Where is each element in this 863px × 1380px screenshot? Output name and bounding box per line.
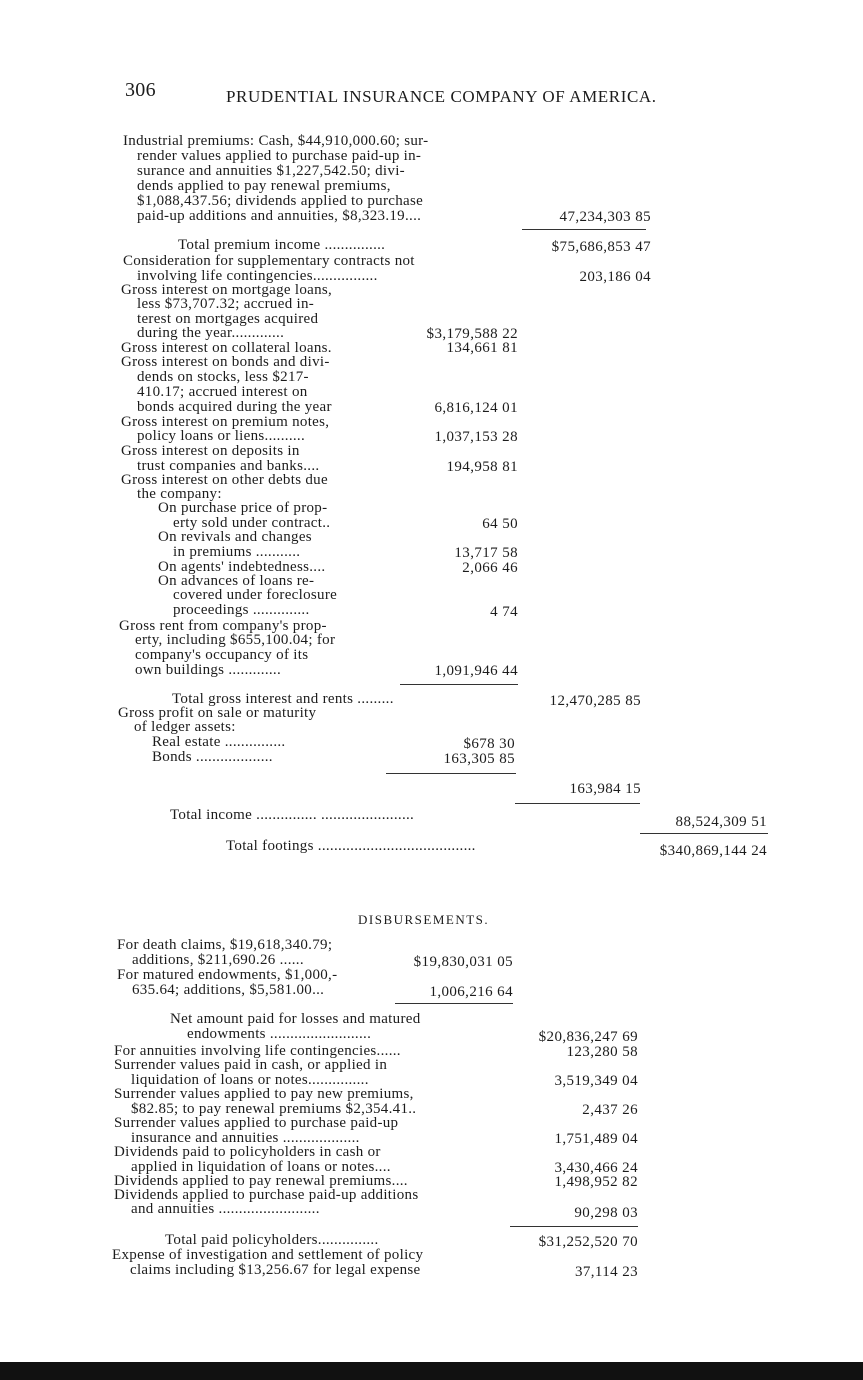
text-line: On revivals and changes [158,529,312,545]
rule [522,229,646,230]
text-line: For annuities involving life contingencies...... [114,1043,401,1059]
text-line: On agents' indebtedness.... [158,559,326,575]
text-line: terest on mortgages acquired [137,311,319,327]
text-line: less $73,707.32; accrued in- [137,296,315,312]
amount: 1,037,153 28 [434,429,518,445]
text-line: $82.85; to pay renewal premiums $2,354.41.. [131,1101,417,1117]
total-amount: $340,869,144 24 [659,843,767,859]
running-title: PRUDENTIAL INSURANCE COMPANY OF AMERICA. [226,87,657,106]
text-line: Dividends paid to policyholders in cash or [114,1144,381,1160]
text-line: For matured endowments, $1,000,- [117,967,338,983]
amount: 4 74 [490,604,518,620]
amount: 134,661 81 [446,340,518,356]
total-label: Total gross interest and rents ......... [172,691,394,707]
text-line: 635.64; additions, $5,581.00... [132,982,325,998]
total-label: Total footings ....................................... [226,838,476,854]
amount: $678 30 [463,736,515,752]
text-line: Consideration for supplementary contracts not [123,253,415,269]
total-label: Total paid policyholders............... [165,1232,379,1248]
text-line: erty, including $655,100.04; for [135,632,336,648]
text-line: Expense of investigation and settlement of policy [112,1247,424,1263]
rule [510,1226,638,1227]
rule [395,1003,513,1004]
text-line: Gross interest on mortgage loans, [121,282,333,298]
text-line: Surrender values applied to pay new premiums, [114,1086,414,1102]
amount: 2,437 26 [582,1102,638,1118]
amount: 1,091,946 44 [434,663,518,679]
amount: $3,179,588 22 [426,326,518,342]
total-amount: $31,252,520 70 [538,1234,638,1250]
text-line: covered under foreclosure [173,587,338,603]
text-line: company's occupancy of its [135,647,309,663]
amount: 194,958 81 [446,459,518,475]
amount: 1,751,489 04 [554,1131,638,1147]
text-line: liquidation of loans or notes............... [131,1072,369,1088]
text-line: Dividends applied to pay renewal premiums.... [114,1173,408,1189]
text-line: own buildings ............. [135,662,282,678]
text-line: Gross interest on bonds and divi- [121,354,330,370]
text-line: claims including $13,256.67 for legal expense [130,1262,421,1278]
total-label: Total income ............... ....................... [170,807,415,823]
text-line: For death claims, $19,618,340.79; [117,937,333,953]
text-line: Surrender values applied to purchase paid-up [114,1115,399,1131]
text-line: of ledger assets: [134,719,236,735]
text-line: the company: [137,486,222,502]
total-amount: 88,524,309 51 [675,814,767,830]
text-line: Gross interest on premium notes, [121,414,330,430]
text-line: proceedings .............. [173,602,310,618]
total-amount: 12,470,285 85 [549,693,641,709]
text-line: in premiums ........... [173,544,301,560]
text-line: erty sold under contract.. [173,515,331,531]
scan-edge-bar [0,1362,863,1380]
text-line: involving life contingencies................ [137,268,378,284]
text-line: additions, $211,690.26 ...... [132,952,304,968]
rule [640,833,768,834]
text-line: policy loans or liens.......... [137,428,306,444]
text-line: On purchase price of prop- [158,500,328,516]
amount: 90,298 03 [574,1205,638,1221]
text-line: $1,088,437.56; dividends applied to purchase [137,193,424,209]
amount: $19,830,031 05 [413,954,513,970]
amount: 123,280 58 [566,1044,638,1060]
text-line: Bonds ................... [152,749,273,765]
text-line: On advances of loans re- [158,573,315,589]
amount: 163,305 85 [443,751,515,767]
text-line: trust companies and banks.... [137,458,320,474]
text-line: Gross interest on collateral loans. [121,340,332,356]
text-line: during the year............. [137,325,285,341]
amount: 3,519,349 04 [554,1073,638,1089]
amount: 3,430,466 24 [554,1160,638,1176]
amount: 64 50 [482,516,518,532]
text-line: Gross profit on sale or maturity [118,705,317,721]
rule [400,684,518,685]
text-line: bonds acquired during the year [137,399,332,415]
page-number: 306 [125,79,156,101]
amount: 1,498,952 82 [554,1174,638,1190]
text-line: 410.17; accrued interest on [137,384,308,400]
total-label: Total premium income ............... [178,237,386,253]
text-line: applied in liquidation of loans or notes.... [131,1159,391,1175]
amount: 37,114 23 [574,1264,638,1280]
text-line: Gross interest on other debts due [121,472,328,488]
text-line: Surrender values paid in cash, or applied in [114,1057,388,1073]
text-line: Gross rent from company's prop- [119,618,327,634]
text-line: dends applied to pay renewal premiums, [137,178,391,194]
amount: $20,836,247 69 [538,1029,638,1045]
text-line: and annuities ......................... [131,1201,320,1217]
text-line: Gross interest on deposits in [121,443,300,459]
rule [386,773,516,774]
section-heading: DISBURSEMENTS. [358,912,490,927]
amount: 13,717 58 [454,545,518,561]
total-amount: $75,686,853 47 [551,239,651,255]
amount: 1,006,216 64 [429,984,513,1000]
rule [515,803,640,804]
text-line: dends on stocks, less $217- [137,369,309,385]
text-line: paid-up additions and annuities, $8,323.19.... [137,208,422,224]
text-line: Net amount paid for losses and matured [170,1011,421,1027]
text-line: endowments ......................... [187,1026,372,1042]
text-line: Dividends applied to purchase paid-up additions [114,1187,419,1203]
subtotal-amount: 163,984 15 [569,781,641,797]
text-line: Industrial premiums: Cash, $44,910,000.60; sur- [123,133,429,149]
text-line: surance and annuities $1,227,542.50; divi- [137,163,405,179]
text-line: render values applied to purchase paid-up in- [137,148,422,164]
amount: 47,234,303 85 [559,209,651,225]
amount: 203,186 04 [579,269,651,285]
text-line: insurance and annuities ................... [131,1130,360,1146]
text-line: Real estate ............... [152,734,286,750]
amount: 2,066 46 [462,560,518,576]
amount: 6,816,124 01 [434,400,518,416]
